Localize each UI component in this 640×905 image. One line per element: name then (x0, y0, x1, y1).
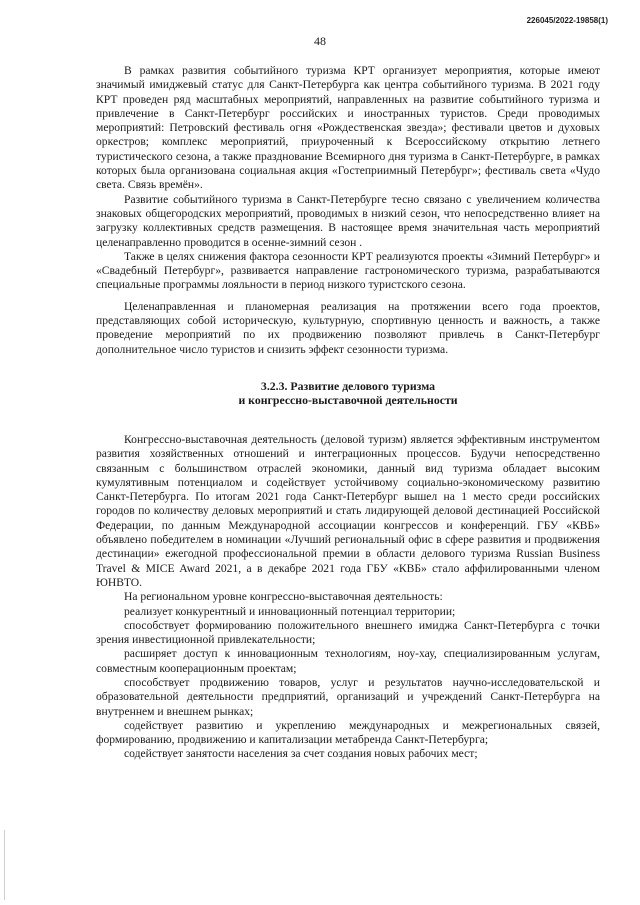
section-heading (96, 379, 600, 407)
list-item: способствует формированию положительного внешнего имиджа Санкт-Петербурга с точки зрения инвестиционной привлекательности; (96, 618, 600, 647)
paragraph: Развитие событийного туризма в Санкт-Петербурге тесно связано с увеличением количества знаковых общегородских мероприятий, проводимых в низкий сезон, что непосредственно влияет на загрузку коллективных средств размещения. В настоящее время значительная часть мероприятий целенаправленно проводится в осенне-зимний сезон . (96, 192, 600, 249)
page-number: 48 (314, 34, 326, 48)
paragraph: Целенаправленная и планомерная реализация на протяжении всего года проектов, представляющих собой историческую, культурную, спортивную ценность и важность, а также проведение мероприятий по их продвижению позволяют привлечь в Санкт-Петербург дополнительное число туристов и снизить эффект сезонности туризма. (96, 299, 600, 356)
list-item: расширяет доступ к инновационным технологиям, ноу-хау, специализированным услугам, совместным кооперационным проектам; (96, 647, 600, 675)
scan-edge-mark (4, 830, 5, 900)
list-item: содействует развитию и укреплению международных и межрегиональных связей, формированию, продвижению и капитализации метабренда Санкт-Петербурга; (96, 718, 600, 747)
paragraph: Конгрессно-выставочная деятельность (деловой туризм) является эффективным инструментом развития хозяйственных отношений и интеграционных процессов. Будучи непосредственно связанным с большинством отраслей экономики, данный вид туризма обладает высоким кумулятивным потенциалом и содействует устойчивому социально-экономическому развитию Санкт-Петербурга. По итогам 2021 года Санкт-Петербург вышел на 1 место среди российских городов по количеству деловых мероприятий и стать лидирующей деловой дестинацией Российской Федерации, по данным Международной ассоциации конгрессов и конференций. ГБУ «КВБ» объявлено победителем в номинации «Лучший региональный офис в сфере развития и продвижения дестинации» ежегодной профессиональной премии в области делового туризма Russian Business Travel & MICE Award 2021, а в декабре 2021 года ГБУ «КВБ» стало аффилированными членом ЮНВТО. (96, 432, 600, 589)
list-item: способствует продвижению товаров, услуг и результатов научно-исследовательской и образовательной деятельности предприятий, организаций и учреждений Санкт-Петербурга на внутреннем и внешнем рынках; (96, 675, 600, 718)
section-heading-line: 3.2.3. Развитие делового туризма (260, 378, 436, 393)
section-heading-line: и конгрессно-выставочной деятельности (238, 392, 458, 407)
list-item: содействует занятости населения за счет создания новых рабочих мест; (124, 747, 478, 761)
list-item: реализует конкурентный и инновационный потенциал территории; (124, 604, 456, 618)
paragraph: Также в целях снижения фактора сезонности КРТ реализуются проекты «Зимний Петербург» и «Свадебный Петербург», развивается направление гастрономического туризма, разрабатываются специальные программы лояльности в период низкого туристского сезона. (96, 249, 600, 292)
list-intro: На региональном уровне конгрессно-выставочная деятельность: (124, 590, 443, 604)
paragraph: В рамках развития событийного туризма КРТ организует мероприятия, которые имеют значимый имиджевый статус для Санкт-Петербурга как центра событийного туризма. В 2021 году КРТ проведен ряд масштабных мероприятий, направленных на развитие событийного туризма и привлечение в Санкт-Петербург российских и иностранных туристов. Среди проводимых мероприятий: Петровский фестиваль огня «Рождественская звезда»; фестивали цветов и духовых оркестров; комплекс мероприятий, приуроченный к Всероссийскому открытию летнего туристического сезона, а также празднование Всемирного дня туризма в Санкт-Петербурге, в рамках которых была организована социальная акция «Гостеприимный Петербург»; фестиваль света «Чудо света. Связь времён». (96, 64, 600, 192)
document-id: 226045/2022-19858(1) (526, 16, 608, 25)
document-body (96, 64, 600, 762)
